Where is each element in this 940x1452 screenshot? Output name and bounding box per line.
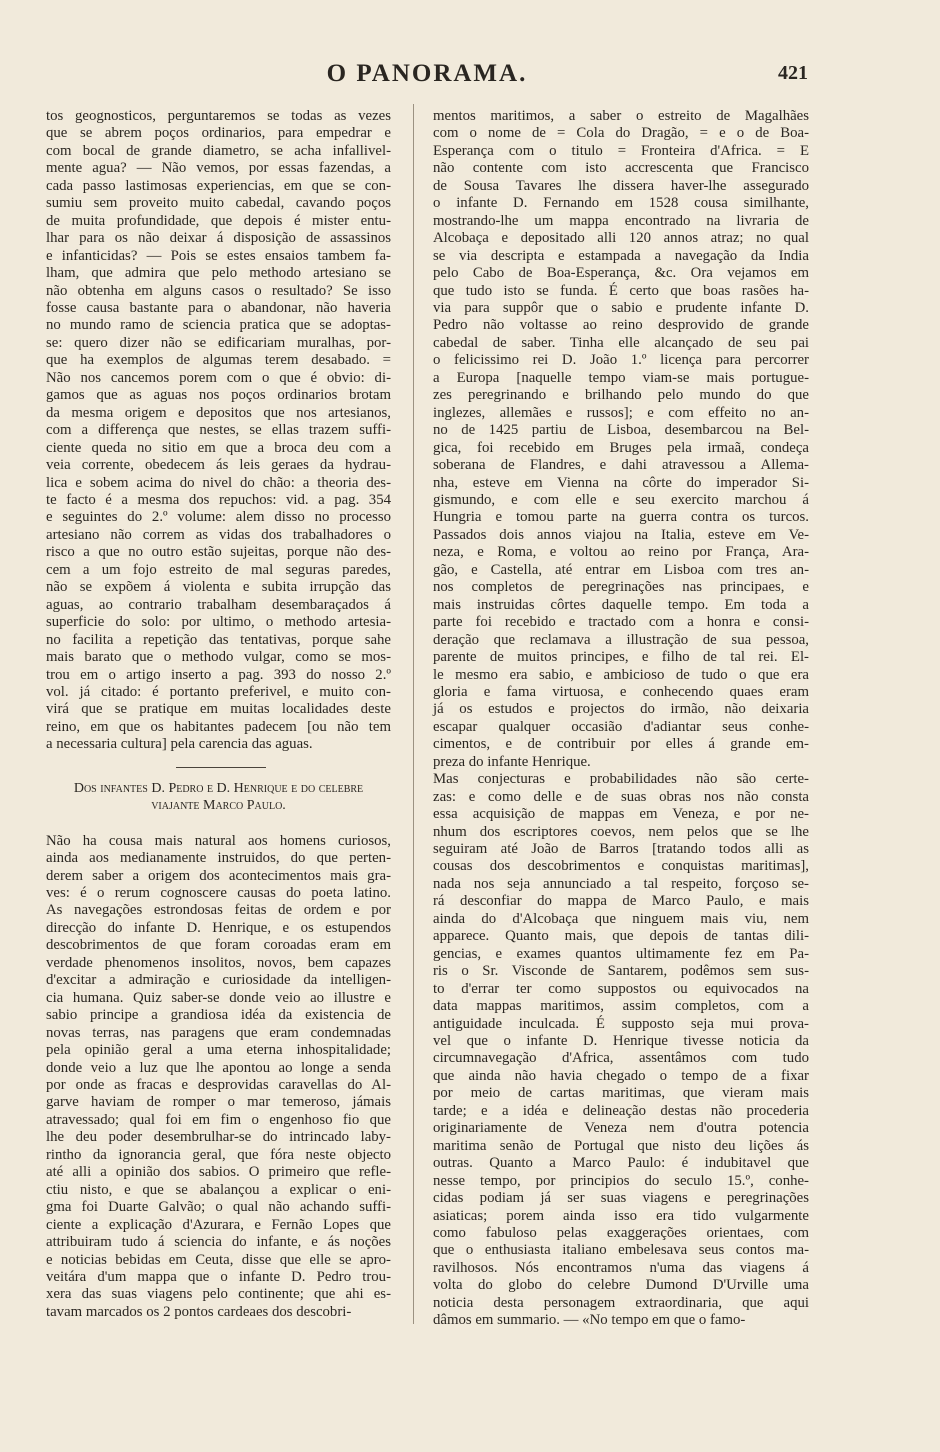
text-line: a necessaria cultura] pela carencia das aguas. [46, 736, 313, 753]
text-line: asiaticas; porem ainda isso era tido vulgarmente [433, 1207, 809, 1224]
text-line: e noticias bebidas em Ceuta, disse que elle se apro- [46, 1251, 391, 1268]
text-line: por onde as fracas e desprovidas caravellas do Al- [46, 1077, 391, 1094]
text-line: cidas podiam já ser suas viagens e peregrinações [433, 1190, 809, 1207]
text-line: não contente com isto accrescenta que Francisco [433, 160, 809, 177]
article-heading: Dos infantes D. Pedro e D. Henrique e do celebre [73, 780, 364, 796]
text-line: que ainda não havia chegado o tempo de a fixar [433, 1067, 809, 1084]
paragraph-artesian-wells [46, 108, 391, 754]
text-line: vol. já citado: é portanto preferivel, e muito con- [46, 683, 391, 700]
text-line: não se expõem á violenta e subita irrupção das [46, 579, 391, 596]
text-line: ravilhosos. Nós encontramos n'uma das viagens á [433, 1259, 809, 1276]
text-line: até alli a opinião dos sabios. O primeiro que refle- [46, 1164, 391, 1181]
text-line: mais barato que o methodo vulgar, como se mos- [46, 649, 391, 666]
text-line: superficie do solo: por ultimo, o methodo artesia- [46, 614, 391, 631]
text-line: mostrando-lhe um mappa encontrado na livraria de [433, 212, 809, 229]
text-line: e seguintes do 2.º volume: alem disso no processo [46, 509, 391, 526]
text-line: nha, esteve em Vienna na côrte do imperador Si- [433, 474, 809, 491]
text-line: Mas conjecturas e probabilidades não são certe- [433, 771, 809, 788]
text-line: não obtenha em alguns casos o resultado? Se isso [46, 282, 391, 299]
text-line: tos geognosticos, perguntaremos se todas as vezes [46, 108, 391, 124]
text-line: mais instruidas côrtes daquelle tempo. Em toda a [433, 596, 809, 613]
text-line: ciente queda no sitio em que a broca deu com a [46, 439, 391, 456]
text-line: essa acquisição de mappas em Veneza, e por ne- [433, 806, 809, 823]
text-line: gamos que as aguas nos poços ordinarios brotam [46, 387, 391, 404]
page-number: 421 [778, 62, 808, 84]
text-line: trou em o artigo inserto a pag. 393 do nosso 2.º [46, 666, 391, 683]
text-line: xera das suas viagens pelo continente; que ahi es- [46, 1286, 391, 1303]
text-line: antiguidade inculcada. É supposto seja mui prova- [433, 1015, 809, 1032]
text-line: originariamente de Veneza nem d'outra potencia [433, 1120, 809, 1137]
text-line: ctiu nisto, e que se abalançou a explicar o eni- [46, 1181, 391, 1198]
article-heading-subtitle: viajante Marco Paulo. [151, 798, 286, 814]
journal-title: O PANORAMA. [326, 60, 528, 87]
text-line: tavam marcados os 2 pontos cardeaes dos descobri- [46, 1303, 352, 1320]
text-line: que ha exemplos de algumas terem desabado. = [46, 352, 391, 369]
text-line: cousas dos descobrimentos e conquistas maritimas], [433, 858, 809, 875]
text-line: artesiano não correm as vidas dos trabalhadores o [46, 526, 391, 543]
paragraph-conjecturas [433, 771, 809, 1330]
text-line: outras. Quanto a Marco Paulo: é indubitavel que [433, 1155, 809, 1172]
text-line: ainda aos medianamente instruidos, do que perten- [46, 850, 391, 867]
text-line: rá desconfiar do mappa de Marco Paulo, e mais [433, 893, 809, 910]
text-line: cabedal de saber. Tinha elle alcançado de seu pai [433, 334, 809, 351]
text-line: vel que o infante D. Henrique tivesse noticia da [433, 1033, 809, 1050]
text-line: pela opinião geral a uma eterna inhospitalidade; [46, 1042, 391, 1059]
text-line: cimentos, e de contribuir por elles á grande em- [433, 736, 809, 753]
text-line: Pedro não voltasse ao reino desprovido de grande [433, 317, 809, 334]
text-line: attribuiram tudo á sciencia do infante, e ás noções [46, 1234, 391, 1251]
text-line: gloria e fama virtuosa, e conhecendo quaes eram [433, 683, 809, 700]
text-line: fosse causa bastante para o abandonar, não haveria [46, 299, 391, 316]
text-line: noticia desta personagem extraordinaria, que aqui [433, 1294, 809, 1311]
text-line: virá que se pratique em muitas localidades deste [46, 701, 391, 718]
column-divider [413, 104, 414, 1324]
paragraph-infante-pedro [433, 108, 809, 771]
text-line: donde veio a luz que lhe apontou ao longe a senda [46, 1059, 391, 1076]
text-line: risco a que no outro estão sujeitas, porque não des- [46, 544, 391, 561]
text-line: gismundo, e com elle e seu exercito marchou á [433, 491, 809, 508]
text-line: d'excitar a admiração e curiosidade da intelligen- [46, 972, 391, 989]
text-line: verdade phenomenos insolitos, novos, bem capazes [46, 954, 391, 971]
text-line: novas terras, nas paragens que eram condemnadas [46, 1024, 391, 1041]
text-line: que o enthusiasta italiano embelesava seus contos ma- [433, 1242, 809, 1259]
text-line: gão, e Castella, até entrar em Lisboa com tres an- [433, 561, 809, 578]
text-line: deração que reclamava a illustração de sua pessoa, [433, 631, 809, 648]
text-line: ciente a explicação d'Azurara, e Fernão Lopes que [46, 1216, 391, 1233]
text-line: no mundo ramo de sciencia pratica que se adoptas- [46, 317, 391, 334]
text-line: ris o Sr. Visconde de Santarem, podêmos sem sus- [433, 963, 809, 980]
text-line: seguiram até João de Barros [tratando todos alli as [433, 841, 809, 858]
text-line: lica e sobem acima do nivel do chão: a theoria des- [46, 474, 391, 491]
text-line: zes peregrinando e brilhando pelo mundo do que [433, 387, 809, 404]
text-line: Não ha cousa mais natural aos homens curiosos, [46, 832, 391, 849]
text-line: cem a um fojo estreito de mal seguras paredes, [46, 561, 391, 578]
text-line: no facilita a repetição das tentativas, porque sahe [46, 631, 391, 648]
text-line: por meio de cartas maritimas, que vieram mais [433, 1085, 809, 1102]
text-line: escapar qualquer occasião d'adiantar seus conhe- [433, 718, 809, 735]
text-line: Alcobaça e depositado alli 120 annos atraz; no qual [433, 230, 809, 247]
text-line: direcção do infante D. Henrique, e os estupendos [46, 919, 391, 936]
right-column [433, 108, 809, 1330]
text-line: o felicissimo rei D. João 1.º licença para percorrer [433, 352, 809, 369]
text-line: zas: e como delle e de suas obras nos não consta [433, 788, 809, 805]
text-line: gma foi Duarte Galvão; o qual não achando suffi- [46, 1199, 391, 1216]
text-line: da mesma origem e depositos que nos artesianos, [46, 404, 391, 421]
text-line: descobrimentos de que foram coroadas eram em [46, 937, 391, 954]
text-line: lhar para os não deixar á disposição de assassinos [46, 230, 391, 247]
text-line: inglezes, allemães e russos]; e com effeito no an- [433, 404, 809, 421]
paragraph-infantes-intro [46, 833, 391, 1322]
text-line: nhum dos escriptores coevos, nem pelos que se lhe [433, 823, 809, 840]
text-line: le mesmo era sabio, e ambicioso de tudo o que era [433, 666, 809, 683]
text-line: apparece. Quanto mais, que depois de tantas dili- [433, 928, 809, 945]
text-line: mente agua? — Não vemos, por essas fazendas, a [46, 160, 391, 177]
text-line: mentos maritimos, a saber o estreito de Magalhães [433, 108, 809, 124]
text-line: maritima senão de Portugal que nisto deu lições ás [433, 1137, 809, 1154]
text-line: Não nos cancemos porem com o que é obvio: di- [46, 369, 391, 386]
text-line: gica, foi recebido em Bruges pela irmaã, condeça [433, 439, 809, 456]
text-line: o infante D. Fernando em 1528 cousa similhante, [433, 195, 809, 212]
text-line: rintho da ignorancia geral, que fóra neste objecto [46, 1146, 391, 1163]
text-line: cada passo lastimosas experiencias, em que se con- [46, 177, 391, 194]
text-line: sumiu sem proveito muito cabedal, cavando poços [46, 195, 391, 212]
text-line: com o nome de = Cola do Dragão, = e o de Boa- [433, 125, 809, 142]
text-line: neza, e Roma, e voltou ao reino por França, Ara- [433, 544, 809, 561]
text-line: gencias, e exames quantos ultimamente fez em Pa- [433, 945, 809, 962]
text-line: Esperança com o titulo = Fronteira d'Africa. = E [433, 142, 809, 159]
text-line: atravessado; qual foi em fim o engenhoso fio que [46, 1111, 391, 1128]
text-line: veia corrente, obedecem ás leis geraes da hydrau- [46, 457, 391, 474]
text-line: via para suppôr que o sabio e prudente infante D. [433, 299, 809, 316]
text-line: sabio principe a grandiosa idéa da existencia de [46, 1007, 391, 1024]
text-line: nesse tempo, por principios do seculo 15.º, conhe- [433, 1172, 809, 1189]
text-line: e infanticidas? — Pois se estes ensaios tambem fa- [46, 247, 391, 264]
text-line: nos completos de peregrinações nas principaes, e [433, 579, 809, 596]
text-line: dâmos em summario. — «No tempo em que o famo- [433, 1312, 746, 1329]
text-line: volta do globo do celebre Dumond D'Urville uma [433, 1277, 809, 1294]
text-line: nada nos seja annunciado a tal respeito, forçoso se- [433, 875, 809, 892]
text-line: reino, em que os habitantes padecem [ou não tem [46, 718, 391, 735]
text-line: te facto é a mesma dos repuchos: vid. a pag. 354 [46, 491, 391, 508]
text-line: Hungria e tomou parte na guerra contra os turcos. [433, 509, 809, 526]
text-line: ainda do d'Alcobaça que ninguem mais viu, nem [433, 910, 809, 927]
text-line: garve haviam de romper o mar temeroso, jámais [46, 1094, 391, 1111]
text-line: tarde; e a idéa e delineação destas não procederia [433, 1102, 809, 1119]
text-line: derem saber a origem dos acontecimentos mais gra- [46, 867, 391, 884]
text-line: soberana de Flandres, e dahi atravessou a Allema- [433, 457, 809, 474]
text-line: to d'errar ter como suppostos ou equivocados na [433, 980, 809, 997]
text-line: lhe deu poder desembrulhar-se do intrincado laby- [46, 1129, 391, 1146]
text-line: de muita profundidade, que depois é mister entu- [46, 212, 391, 229]
text-line: ves: é o rerum cognoscere causas do poeta latino. [46, 885, 391, 902]
text-line: como fabuloso pelas exaggerações orientaes, com [433, 1225, 809, 1241]
page-header [46, 60, 808, 90]
text-line: parente de muitos principes, e filho de tal rei. El- [433, 649, 809, 666]
text-line: preza do infante Henrique. [433, 753, 591, 770]
text-line: com bocal de grande diametro, se acha infallivel- [46, 142, 391, 159]
text-line: cia humana. Quiz saber-se donde veio ao illustre e [46, 989, 391, 1006]
text-line: As navegações estrondosas feitas de ordem e por [46, 902, 391, 919]
text-line: circumnavegação d'Africa, assentâmos com tudo [433, 1050, 809, 1067]
text-line: se: quero dizer não se edificariam muralhas, por- [46, 334, 391, 351]
text-line: com a differença que nestes, se ellas trazem suffi- [46, 422, 391, 439]
section-separator [46, 754, 391, 780]
text-line: Passados dois annos viajou na Italia, esteve em Ve- [433, 526, 809, 543]
text-line: que tudo isto se funda. É certo que boas rasões ha- [433, 282, 809, 299]
text-line: data mappas maritimos, assim completos, com a [433, 998, 809, 1015]
text-line: pelo Cabo de Boa-Esperança, &c. Ora vejamos em [433, 265, 809, 282]
text-line: que se abrem poços ordinarios, para empedrar e [46, 125, 391, 142]
text-line: no de 1425 partiu de Lisboa, desembarcou na Bel- [433, 422, 809, 439]
left-column [46, 108, 391, 1321]
text-line: veitára d'um mappa que o infante D. Pedro trou- [46, 1269, 391, 1285]
text-line: aguas, ao contrario trabalham desembaraçados á [46, 596, 391, 613]
text-line: de Sousa Tavares lhe dissera haver-lhe assegurado [433, 177, 809, 194]
text-line: já os estudos e projectos do irmão, não deixaria [433, 701, 809, 718]
text-line: se via descripta e estampada a navegação da India [433, 247, 809, 264]
text-line: lham, que admira que pelo methodo artesiano se [46, 265, 391, 282]
text-line: a Europa [naquelle tempo viam-se mais portugue- [433, 369, 809, 386]
text-line: parte foi recebido e tractado com a honra e consi- [433, 614, 809, 631]
